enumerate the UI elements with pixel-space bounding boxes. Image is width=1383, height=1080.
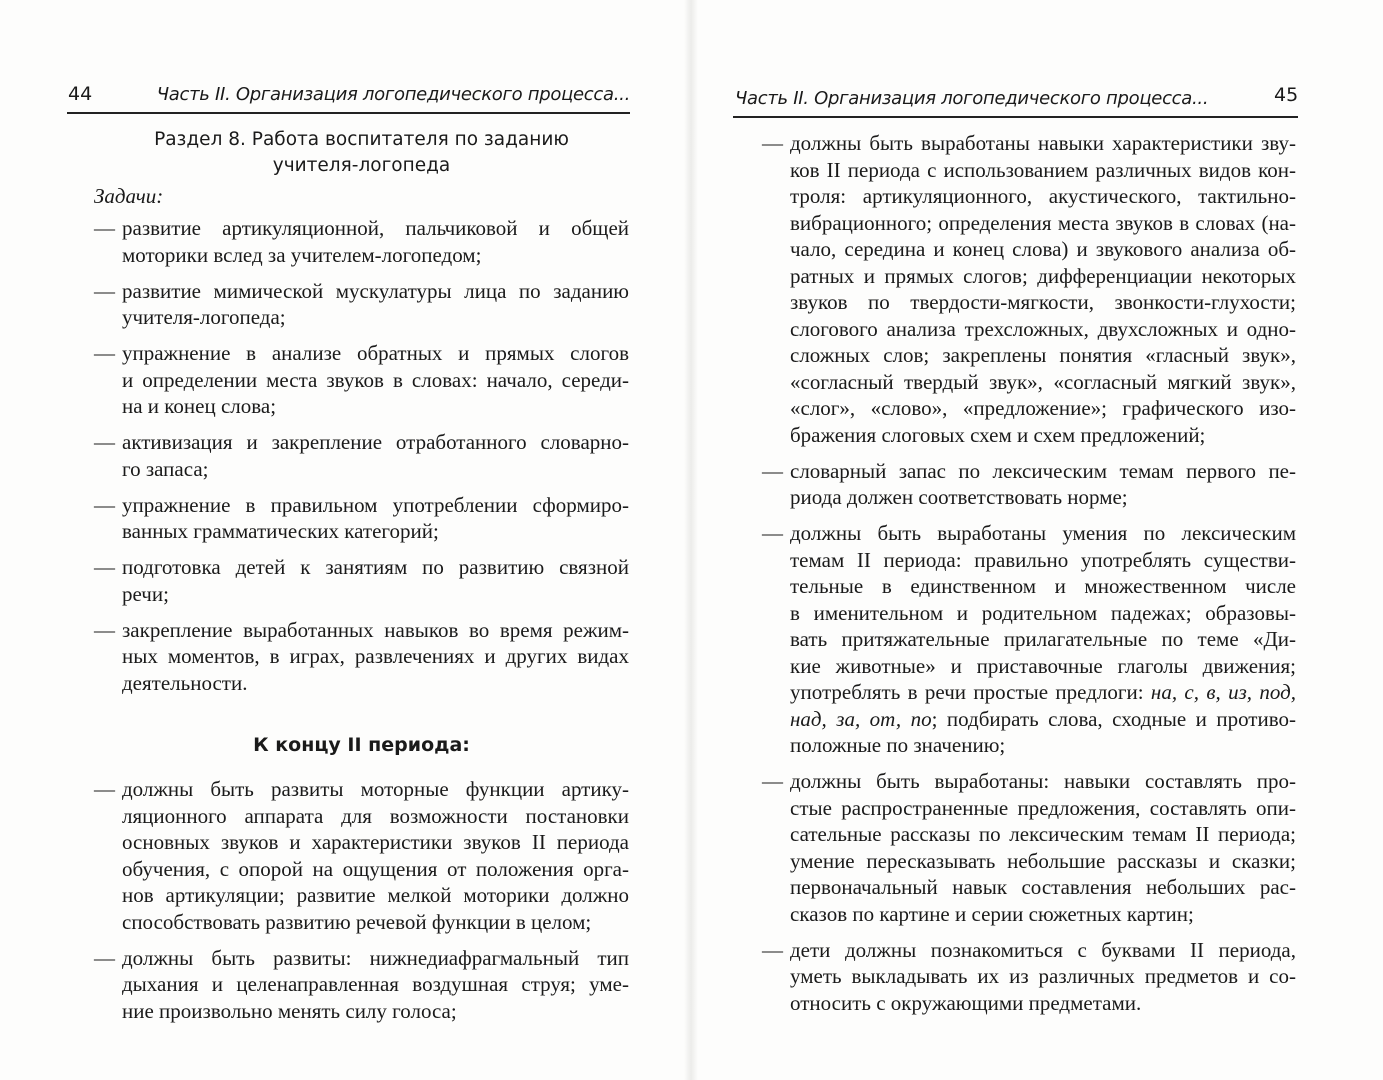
dash-bullet: —: [762, 458, 783, 483]
list-item: [94, 617, 629, 697]
text-line: уметь выкладывать их из различных предметов и со-: [790, 964, 1296, 988]
section-title-line: учителя-логопеда: [272, 155, 451, 176]
text-line: го запаса;: [122, 456, 209, 481]
text-line: темам II периода: правильно употреблять существи-: [790, 547, 1296, 572]
left-content: [94, 127, 629, 1034]
list-item: [762, 937, 1296, 1017]
text-line: должны быть выработаны навыки характеристики зву-: [790, 131, 1296, 155]
list-item: [94, 945, 629, 1025]
dash-bullet: —: [762, 521, 783, 545]
text-line: основных звуков и характеристики звуков II периода: [122, 830, 629, 854]
text-line: чало, середина и конец слова) и звукового анализа об-: [790, 237, 1296, 261]
text-line: звуков по твердости-мягкости, звонкости-глухости;: [790, 290, 1296, 314]
text-line: троля: артикуляционного, акустического, тактильно-: [790, 184, 1296, 208]
text-line: упражнение в правильном употреблении сформиро-: [122, 492, 629, 517]
text-line: активизация и закрепление отработанного словарно-: [122, 430, 629, 454]
dash-bullet: —: [94, 617, 115, 642]
right-content: [762, 130, 1296, 1026]
list-item: [762, 520, 1296, 759]
section-title-line: Раздел 8. Работа воспитателя по заданию: [154, 129, 569, 150]
text-line: должны быть выработаны умения по лексическим: [790, 521, 1296, 545]
dash-bullet: —: [762, 937, 783, 962]
text-line: должны быть развиты моторные функции артику-: [122, 777, 629, 801]
dash-bullet: —: [94, 555, 115, 579]
left-page: [0, 0, 690, 1080]
text-line: упражнение в анализе обратных и прямых слогов: [122, 341, 629, 365]
text-line: первоначальный навык составления небольших рас-: [790, 875, 1296, 899]
text-line: способствовать развитию речевой функции в целом;: [122, 909, 592, 934]
italic-text: на, с, в, из, под,: [1150, 680, 1296, 704]
list-item: [94, 554, 629, 607]
text-line: тельные в единственном и множественном числе: [790, 574, 1296, 598]
text-line: вибрационного; определения места звуков в словах (на-: [790, 210, 1296, 235]
dash-bullet: —: [94, 777, 115, 801]
text-line: нов артикуляции; развитие мелкой моторики должно: [122, 883, 629, 907]
text-line: моторики вслед за учителем-логопедом;: [122, 242, 482, 267]
right-page: [690, 0, 1383, 1080]
text-segment: ; подбирать слова, сходные и противо-: [931, 706, 1296, 731]
list-item: [94, 278, 629, 331]
text-line: дети должны познакомиться с буквами II периода,: [790, 937, 1296, 962]
outcomes-list: [94, 776, 629, 1024]
running-head: Часть II. Организация логопедического процесса...: [735, 88, 1209, 109]
italic-text: над, за, от, по: [790, 706, 932, 731]
header-rule: [733, 116, 1298, 118]
text-line: «слог», «слово», «предложение»; графического изо-: [790, 396, 1296, 420]
period-heading: К концу II периода:: [253, 734, 470, 756]
text-line: «согласный твердый звук», «согласный мягкий звук»,: [790, 369, 1296, 394]
list-item: [762, 458, 1296, 511]
header-rule: [67, 112, 630, 114]
text-line: вать притяжательные прилагательные по теме «Ди-: [790, 627, 1296, 651]
page-number: 45: [1274, 84, 1299, 106]
text-line: речи;: [122, 581, 169, 606]
list-item: [762, 130, 1296, 448]
list-item: [94, 429, 629, 482]
dash-bullet: —: [762, 131, 783, 155]
text-line: на и конец слова;: [122, 394, 277, 418]
text-line: стые распространенные предложения, составлять опи-: [790, 795, 1296, 820]
text-line: положные по значению;: [790, 733, 1006, 757]
list-item: [94, 492, 629, 545]
text-line: умение пересказывать небольшие рассказы и сказки;: [790, 848, 1296, 873]
text-line: ние произвольно менять силу голоса;: [122, 998, 457, 1023]
text-line: сательные рассказы по лексическим темам II периода;: [790, 822, 1296, 846]
text-line: ванных грамматических категорий;: [122, 519, 439, 543]
running-head: Часть II. Организация логопедического процесса...: [156, 84, 630, 105]
text-line: ных моментов, в играх, развлечениях и других видах: [122, 644, 629, 668]
text-line: [790, 706, 1296, 733]
list-item: [762, 768, 1296, 927]
outcomes-list: [762, 130, 1296, 1016]
list-item: [94, 776, 629, 935]
text-line: учителя-логопеда;: [122, 305, 286, 329]
list-item: [94, 215, 629, 268]
text-segment: употреблять в речи простые предлоги:: [790, 680, 1151, 704]
text-line: ратных и прямых слогов; дифференциации некоторых: [790, 263, 1296, 288]
text-line: и определении места звуков в словах: начало, середи-: [122, 367, 629, 392]
text-line: должны быть выработаны: навыки составлять про-: [790, 769, 1296, 793]
dash-bullet: —: [94, 278, 115, 303]
dash-bullet: —: [94, 216, 115, 240]
text-line: ков II периода с использованием различных видов кон-: [790, 157, 1296, 182]
section-title: [94, 127, 629, 179]
text-line: риода должен соответствовать норме;: [790, 485, 1128, 509]
text-line: бражения слоговых схем и схем предложений;: [790, 422, 1206, 447]
text-line: сказов по картине и серии сюжетных картин;: [790, 901, 1194, 926]
text-line: обучения, с опорой на ощущения от положения орга-: [122, 856, 629, 881]
text-line: слогового анализа трехсложных, двухсложных и одно-: [790, 316, 1296, 341]
text-line: в именительном и родительном падежах; образовы-: [790, 600, 1296, 625]
dash-bullet: —: [94, 430, 115, 454]
text-line: [790, 679, 1296, 706]
dash-bullet: —: [762, 769, 783, 793]
text-line: должны быть развиты: нижнедиафрагмальный тип: [122, 945, 629, 970]
text-line: развитие мимической мускулатуры лица по заданию: [122, 278, 629, 303]
text-line: дыхания и целенаправленная воздушная струя; уме-: [122, 972, 629, 996]
page-number: 44: [68, 83, 93, 105]
dash-bullet: —: [94, 341, 115, 365]
dash-bullet: —: [94, 945, 115, 970]
text-line: сложных слов; закреплены понятия «гласный звук»,: [790, 343, 1296, 367]
tasks-label: Задачи:: [94, 184, 164, 208]
text-line: подготовка детей к занятиям по развитию связной: [122, 555, 629, 579]
text-line: относить с окружающими предметами.: [790, 990, 1142, 1015]
text-line: кие животные» и приставочные глаголы движения;: [790, 653, 1296, 678]
dash-bullet: —: [94, 492, 115, 517]
text-line: ляционного аппарата для возможности постановки: [122, 803, 629, 828]
list-item: [94, 340, 629, 420]
text-line: деятельности.: [122, 670, 248, 695]
tasks-list: [94, 215, 629, 696]
text-line: развитие артикуляционной, пальчиковой и общей: [122, 216, 629, 240]
text-line: закрепление выработанных навыков во время режим-: [122, 617, 629, 642]
text-line: словарный запас по лексическим темам первого пе-: [790, 458, 1296, 483]
